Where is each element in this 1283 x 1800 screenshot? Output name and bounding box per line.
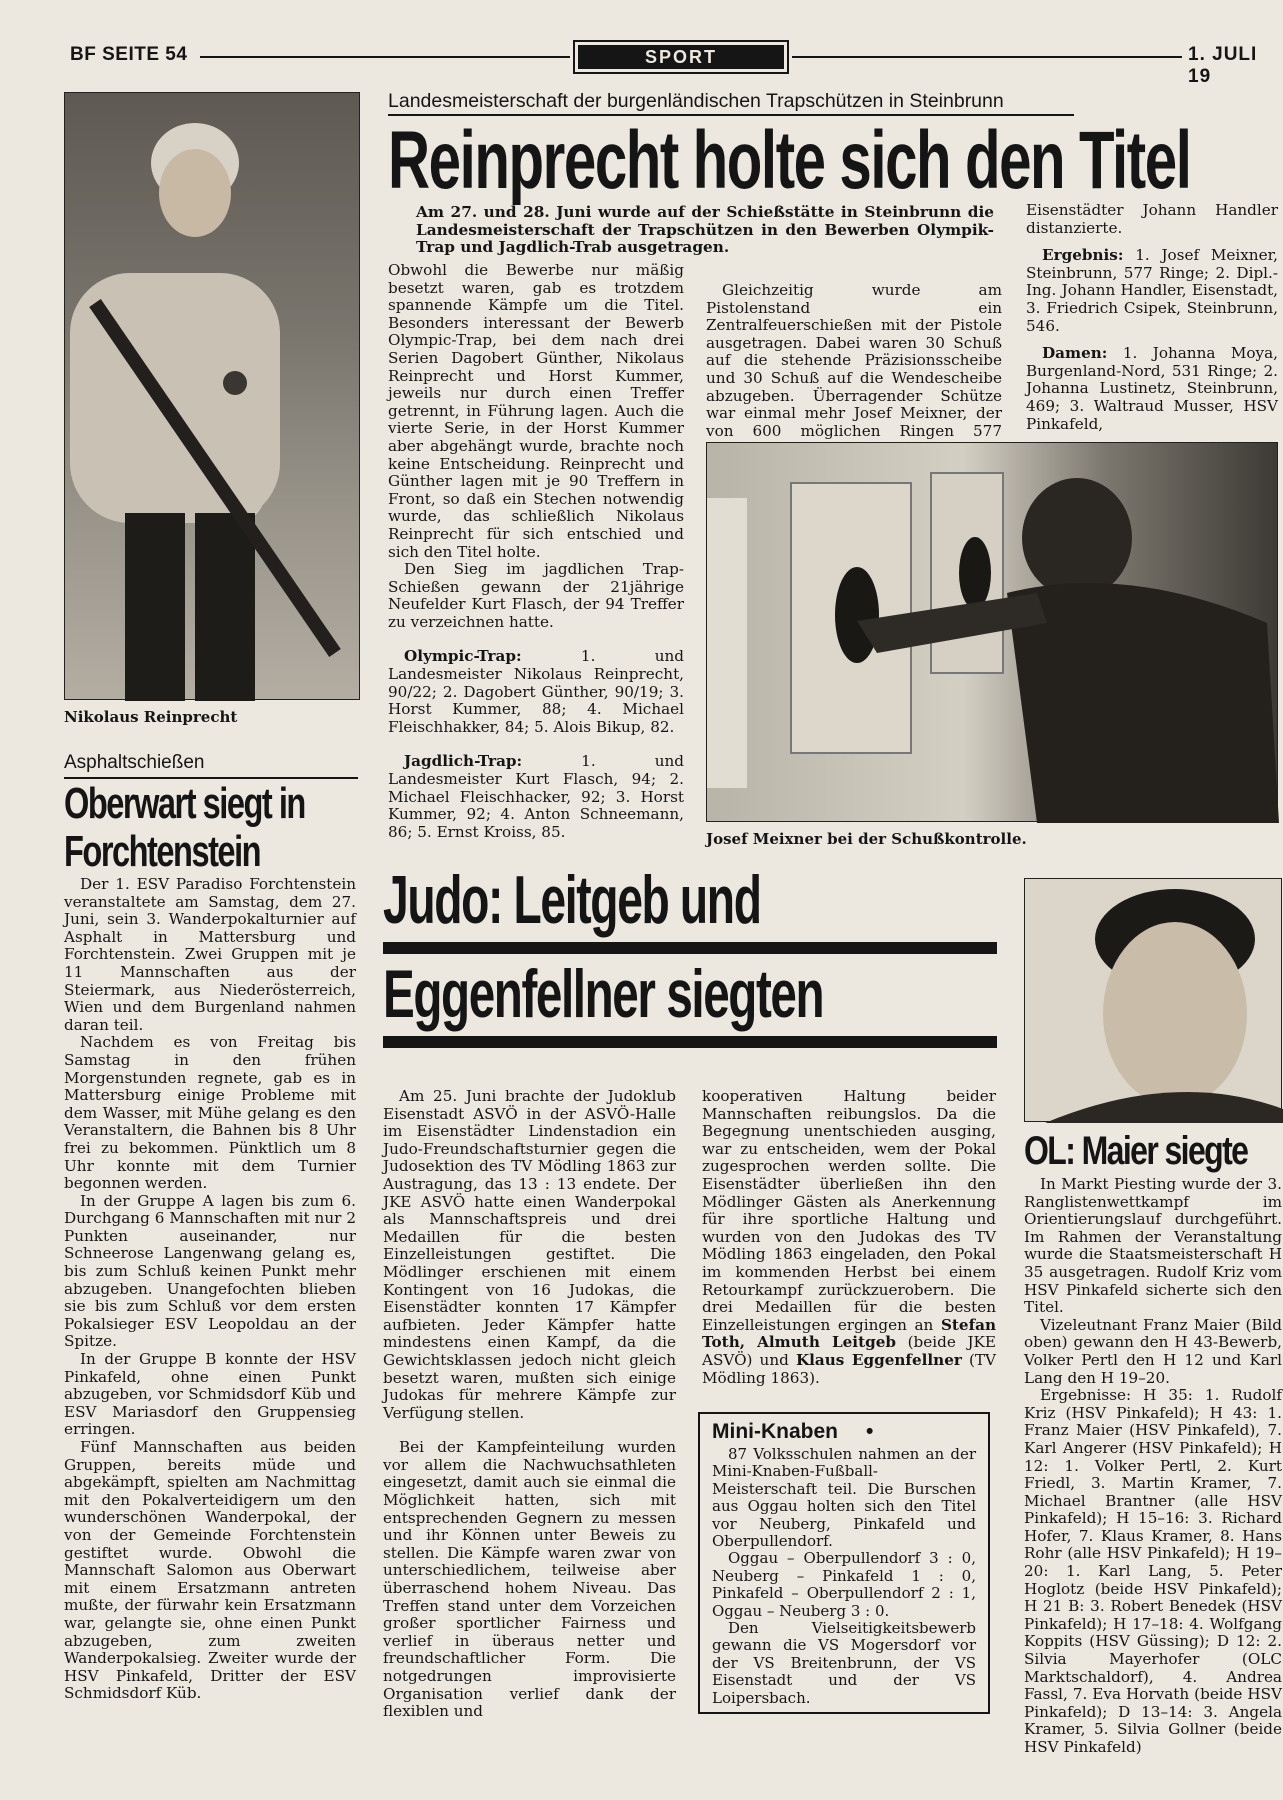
mini-knaben-box: [698, 1412, 990, 1714]
asphalt-p5: Fünf Mannschaften aus beiden Gruppen, bereits müde und abgekämpft, spielten am Nachmittag mit den Pokalverteidigern um den wunderschönen Wanderpokal, der von der Gemeinde Forchtenstein gestiftet wurde. Obwohl die Mannschaft Salomon aus Oberwart mit einem Ersatzmann antreten mußte, der fürwahr kein Ersatzmann war, gelangte sie, ohne einen Punkt abzugeben, zum zweiten Wanderpokalsieg. Zweiter wurde der HSV Pinkafeld, Dritter der ESV Schmidsdorf Küb.: [64, 1438, 356, 1703]
issue-date: 1. JULI 19: [1188, 44, 1258, 87]
ergebnis-results: [1026, 247, 1278, 335]
asphalt-p1: Der 1. ESV Paradiso Forchtenstein veranstaltete am Samstag, dem 27. Juni, sein 3. Wanderpokalturnier auf Asphalt in Mattersburg und Forchtenstein. Zwei Gruppen mit je 11 Mannschaften aus der Steiermark, aus Niederösterreich, Wien und dem Burgenland nahmen daran teil.: [64, 875, 356, 1034]
asphalt-headline-line2: Forchtenstein: [64, 827, 261, 876]
ol-p3: Ergebnisse: H 35: 1. Rudolf Kriz (HSV Pinkafeld); H 43: 1. Franz Maier (HSV Pinkafeld), 7. Karl Angerer (HSV Pinkafeld); H 12: 1. Volker Pertl, 2. Kurt Friedl, 3. Martin Kramer, 7. Michael Brantner (alle HSV Pinkafeld); H 15–16: 3. Richard Hofer, 7. Klaus Kramer, 8. Hans Rohr (alle HSV Pinkafeld); H 19–20: 1. Karl Lang, 5. Peter Hoglotz (beide HSV Pinkafeld); H 21 B: 3. Robert Benedek (HSV Pinkafeld); H 17–18: 4. Wolfgang Koppits (HSV Güssing); D 12: 2. Silvia Mayerhofer (OLC Marktschaldorf), 4. Andrea Fassl, 7. Eva Horvath (beide HSV Pinkafeld); D 13–14: 3. Angela Kramer, 5. Silvia Gollner (beide HSV Pinkafeld): [1024, 1386, 1282, 1756]
photo-franz-maier: [1024, 878, 1282, 1122]
portrait-maier: [1025, 879, 1283, 1123]
judo-p3-mid: (beide JKE ASVÖ) und: [702, 1333, 996, 1369]
trap-col1-p2: Den Sieg im jagdlichen Trap-Schießen gewann der 21jährige Neufelder Kurt Flasch, der 94 Treffer zu verzeichnen hatte.: [388, 560, 684, 631]
damen-results: [1026, 345, 1278, 433]
trap-column-1: [388, 262, 684, 841]
mini-knaben-body: [712, 1446, 976, 1707]
judo-p3-names1: Stefan Toth, Almuth Leitgeb: [702, 1315, 996, 1352]
judo-p2: Bei der Kampfeinteilung wurden vor allem die Nachwuchsathleten eingesetzt, damit auch sie einmal die Möglichkeit hatten, sich mit entsprechenden Gegnern zu messen und ihr Können unter Beweis zu stellen. Die Kämpfe waren zwar von unterschiedlichem, teilweise aber überraschend hohem Niveau. Das Treffen stand unter dem Vorzeichen großer sportlicher Fairness und verlief in überaus netter und freundschaftlicher Form. Die notgedrungen improvisierte Organisation verlief dank der flexiblen und: [383, 1438, 676, 1721]
asphalt-body: [64, 876, 356, 1703]
judo-headline-rule-1: [383, 942, 997, 954]
jagdlich-trap-text: 1. und Landesmeister Kurt Flasch, 94; 2. Michael Fleischhacker, 92; 3. Horst Kummer, 92; 4. Anton Schneemann, 86; 5. Ernst Kroiss, 85.: [388, 752, 684, 841]
judo-p3-text: kooperativen Haltung beider Mannschaften reibungslos. Da die Begegnung unentschieden ausging, war zu entscheiden, wem der Pokal zugesprochen werden sollte. Die Eisenstädter überließen ihn den Mödlinger Gästen als Anerkennung für ihre sportliche Haltung und wurden von den Judokas des TV Mödling 1863 eingeladen, den Pokal im kommenden Herbst bei einem Retourkampf zurückzuerobern. Die drei Medaillen für die besten Einzelleistungen ergingen an: [702, 1087, 996, 1334]
section-badge: [573, 40, 789, 74]
mini-knaben-title-text: Mini-Knaben: [712, 1420, 838, 1443]
judo-headline-rule-2: [383, 1036, 997, 1048]
photo-caption-reinprecht: Nikolaus Reinprecht: [64, 708, 238, 726]
trap-col3-p1: Eisenstädter Johann Handler distanzierte.: [1026, 201, 1278, 237]
judo-headline-line2: Eggenfellner siegten: [383, 956, 824, 1032]
judo-headline-line1: Judo: Leitgeb und: [383, 862, 761, 938]
mini-p1: 87 Volksschulen nahmen an der Mini-Knaben-Fußball-Meisterschaft teil. Die Burschen aus Oggau holten sich den Titel vor Neuberg, Pinkafeld und Oberpullendorf.: [712, 1445, 976, 1551]
judo-p3-end: (TV Mödling 1863).: [702, 1350, 996, 1387]
trap-kicker: Landesmeisterschaft der burgenländischen Trapschützen in Steinbrunn: [388, 90, 1004, 112]
judo-p3: [702, 1088, 996, 1387]
page-header: [0, 40, 1282, 87]
ol-p1: In Markt Piesting wurde der 3. Ranglistenwettkampf im Orientierungslauf durchgeführt. Im Rahmen der Veranstaltung wurde die Staatsmeisterschaft H 35 ausgetragen. Rudolf Kriz vom HSV Pinkafeld sicherte sich den Titel.: [1024, 1175, 1282, 1317]
bullet-icon: •: [866, 1420, 874, 1443]
judo-p3-names2: Klaus Eggenfellner: [795, 1350, 962, 1369]
trap-headline: Reinprecht holte sich den Titel: [388, 115, 1191, 206]
judo-column-2: [702, 1088, 996, 1387]
mini-p2: Oggau – Oberpullendorf 3 : 0, Neuberg – Pinkafeld 1 : 0, Pinkafeld – Oberpullendorf 2 : 1, Oggau – Neuberg 3 : 0.: [712, 1549, 976, 1620]
asphalt-p4: In der Gruppe B konnte der HSV Pinkafeld, ohne einen Punkt abzugeben, vor Schmidsdorf Küb und ESV Mariasdorf den Gruppensieg erringen.: [64, 1350, 356, 1439]
trap-col1-p1: Obwohl die Bewerbe nur mäßig besetzt waren, gab es trotzdem spannende Kämpfe um die Titel. Besonders interessant der Bewerb Olympic-Trap, bei dem nach drei Serien Dagobert Günther, Nikolaus Reinprecht und Horst Kummer, jeweils nur durch einen Treffer getrennt, in Führung lagen. Auch die vierte Serie, in der Horst Kummer aber abgehängt wurde, brachte noch keine Entscheidung. Reinprecht und Günther lagen mit je 90 Treffern in Front, so daß ein Stechen notwendig wurde, das schließlich Nikolaus Reinprecht für sich entschied und sich den Titel holte.: [388, 261, 684, 561]
asphalt-kicker: Asphaltschießen: [64, 752, 205, 773]
asphalt-p2: Nachdem es von Freitag bis Samstag in den frühen Morgenstunden regnete, gab es in Mattersburg einige Probleme mit dem Wasser, mit Mühe gelang es den Veranstaltern, die Bahnen bis 8 Uhr frei zu bekommen. Pünktlich um 8 Uhr konnte mit dem Turnier begonnen werden.: [64, 1033, 356, 1193]
olympic-trap-label: Olympic-Trap:: [404, 647, 522, 666]
olympic-trap-text: 1. und Landesmeister Nikolaus Reinprecht, 90/22; 2. Dagobert Günther, 90/19; 3. Horst Kummer, 88; 4. Michael Fleischhakker, 84; 5. Alois Bikup, 82.: [388, 647, 684, 736]
section-label: SPORT: [578, 45, 784, 69]
trap-column-2: [706, 281, 1002, 440]
trap-col2-p1: Gleichzeitig wurde am Pistolenstand ein Zentralfeuerschießen mit der Pistole ausgetragen. Dabei waren 30 Schuß auf die stehende Präzisionsscheibe und 30 Schuß auf die Wendescheibe abzugeben. Überragender Schütze war einmal mehr Josef Meixner, der von 600 möglichen Ringen 577: [706, 281, 1002, 440]
shooter-figure: [65, 93, 361, 701]
header-rule-right: [792, 56, 1182, 58]
judo-column-1: [383, 1088, 676, 1721]
damen-text: 1. Johanna Moya, Burgenland-Nord, 531 Ringe; 2. Johanna Lustinetz, Steinbrunn, 469; 3. Waltraud Musser, HSV Pinkafeld,: [1026, 344, 1278, 433]
ol-headline: OL: Maier siegte: [1024, 1129, 1248, 1173]
jagdlich-trap-results: [388, 753, 684, 841]
ol-p2: Vizeleutnant Franz Maier (Bild oben) gewann den H 43-Bewerb, Volker Pertl den H 12 und Karl Lang den H 19–20.: [1024, 1315, 1282, 1387]
damen-label: Damen:: [1042, 344, 1108, 363]
trap-lead: Am 27. und 28. Juni wurde auf der Schießstätte in Steinbrunn die Landesmeisterschaft der Trapschützen in den Bewerben Olympik-Trap und Jagdlich-Trab ausgetragen.: [416, 203, 994, 257]
asphalt-headline: [64, 780, 364, 876]
trap-column-3: [1026, 201, 1278, 433]
photo-nikolaus-reinprecht: [64, 92, 360, 700]
page-number: BF SEITE 54: [70, 44, 188, 65]
header-rule-left: [200, 56, 570, 58]
judo-headline: [383, 862, 1003, 1048]
judo-p1: Am 25. Juni brachte der Judoklub Eisenstadt ASVÖ in der ASVÖ-Halle im Eisenstädter Lindenstadion ein Judo-Freundschaftsturnier gegen die Judosektion des TV Mödling 1863 zur Austragung, das 13 : 13 endete. Der JKE ASVÖ hatte einen Wanderpokal als Mannschaftspreis und drei Medaillen für die besten Einzelleistungen gestiftet. Die Mödlinger erschienen mit einem Kontingent von 16 Judokas, die Eisenstädter konnten 17 Kämpfer aufbieten. Jeder Kämpfer hatte mindestens einen Kampf, da die Gewichtsklassen jedoch nicht gleich besetzt waren, mußten sich einige Judokas für mehrere Kämpfe zur Verfügung stellen.: [383, 1087, 676, 1422]
photo-caption-meixner: Josef Meixner bei der Schußkontrolle.: [706, 830, 1027, 848]
asphalt-headline-line1: Oberwart siegt in: [64, 779, 305, 828]
mini-knaben-title: [712, 1420, 976, 1444]
jagdlich-trap-label: Jagdlich-Trap:: [404, 752, 523, 771]
asphalt-p3: In der Gruppe A lagen bis zum 6. Durchgang 6 Mannschaften mit nur 2 Punkten auseinander, nur Schneerose Langenwang gelang es, bis zum Schluß keinen Punkt mehr abzugeben. Unangefochten blieben sie bis zum Schluß vor dem ersten Pokalsieger ESV Leopoldau an der Spitze.: [64, 1191, 356, 1351]
photo-josef-meixner: [706, 442, 1278, 822]
ergebnis-label: Ergebnis:: [1042, 246, 1124, 265]
mini-p3: Den Vielseitigkeitsbewerb gewann die VS Mogersdorf vor der VS Breitenbrunn, der VS Eisenstadt und der VS Loipersbach.: [712, 1619, 976, 1707]
ol-body: [1024, 1175, 1282, 1756]
target-scene: [707, 443, 1279, 823]
ergebnis-text: 1. Josef Meixner, Steinbrunn, 577 Ringe; 2. Dipl.-Ing. Johann Handler, Eisenstadt, 3. Friedrich Csipek, Steinbrunn, 546.: [1026, 246, 1278, 335]
olympic-trap-results: [388, 648, 684, 736]
